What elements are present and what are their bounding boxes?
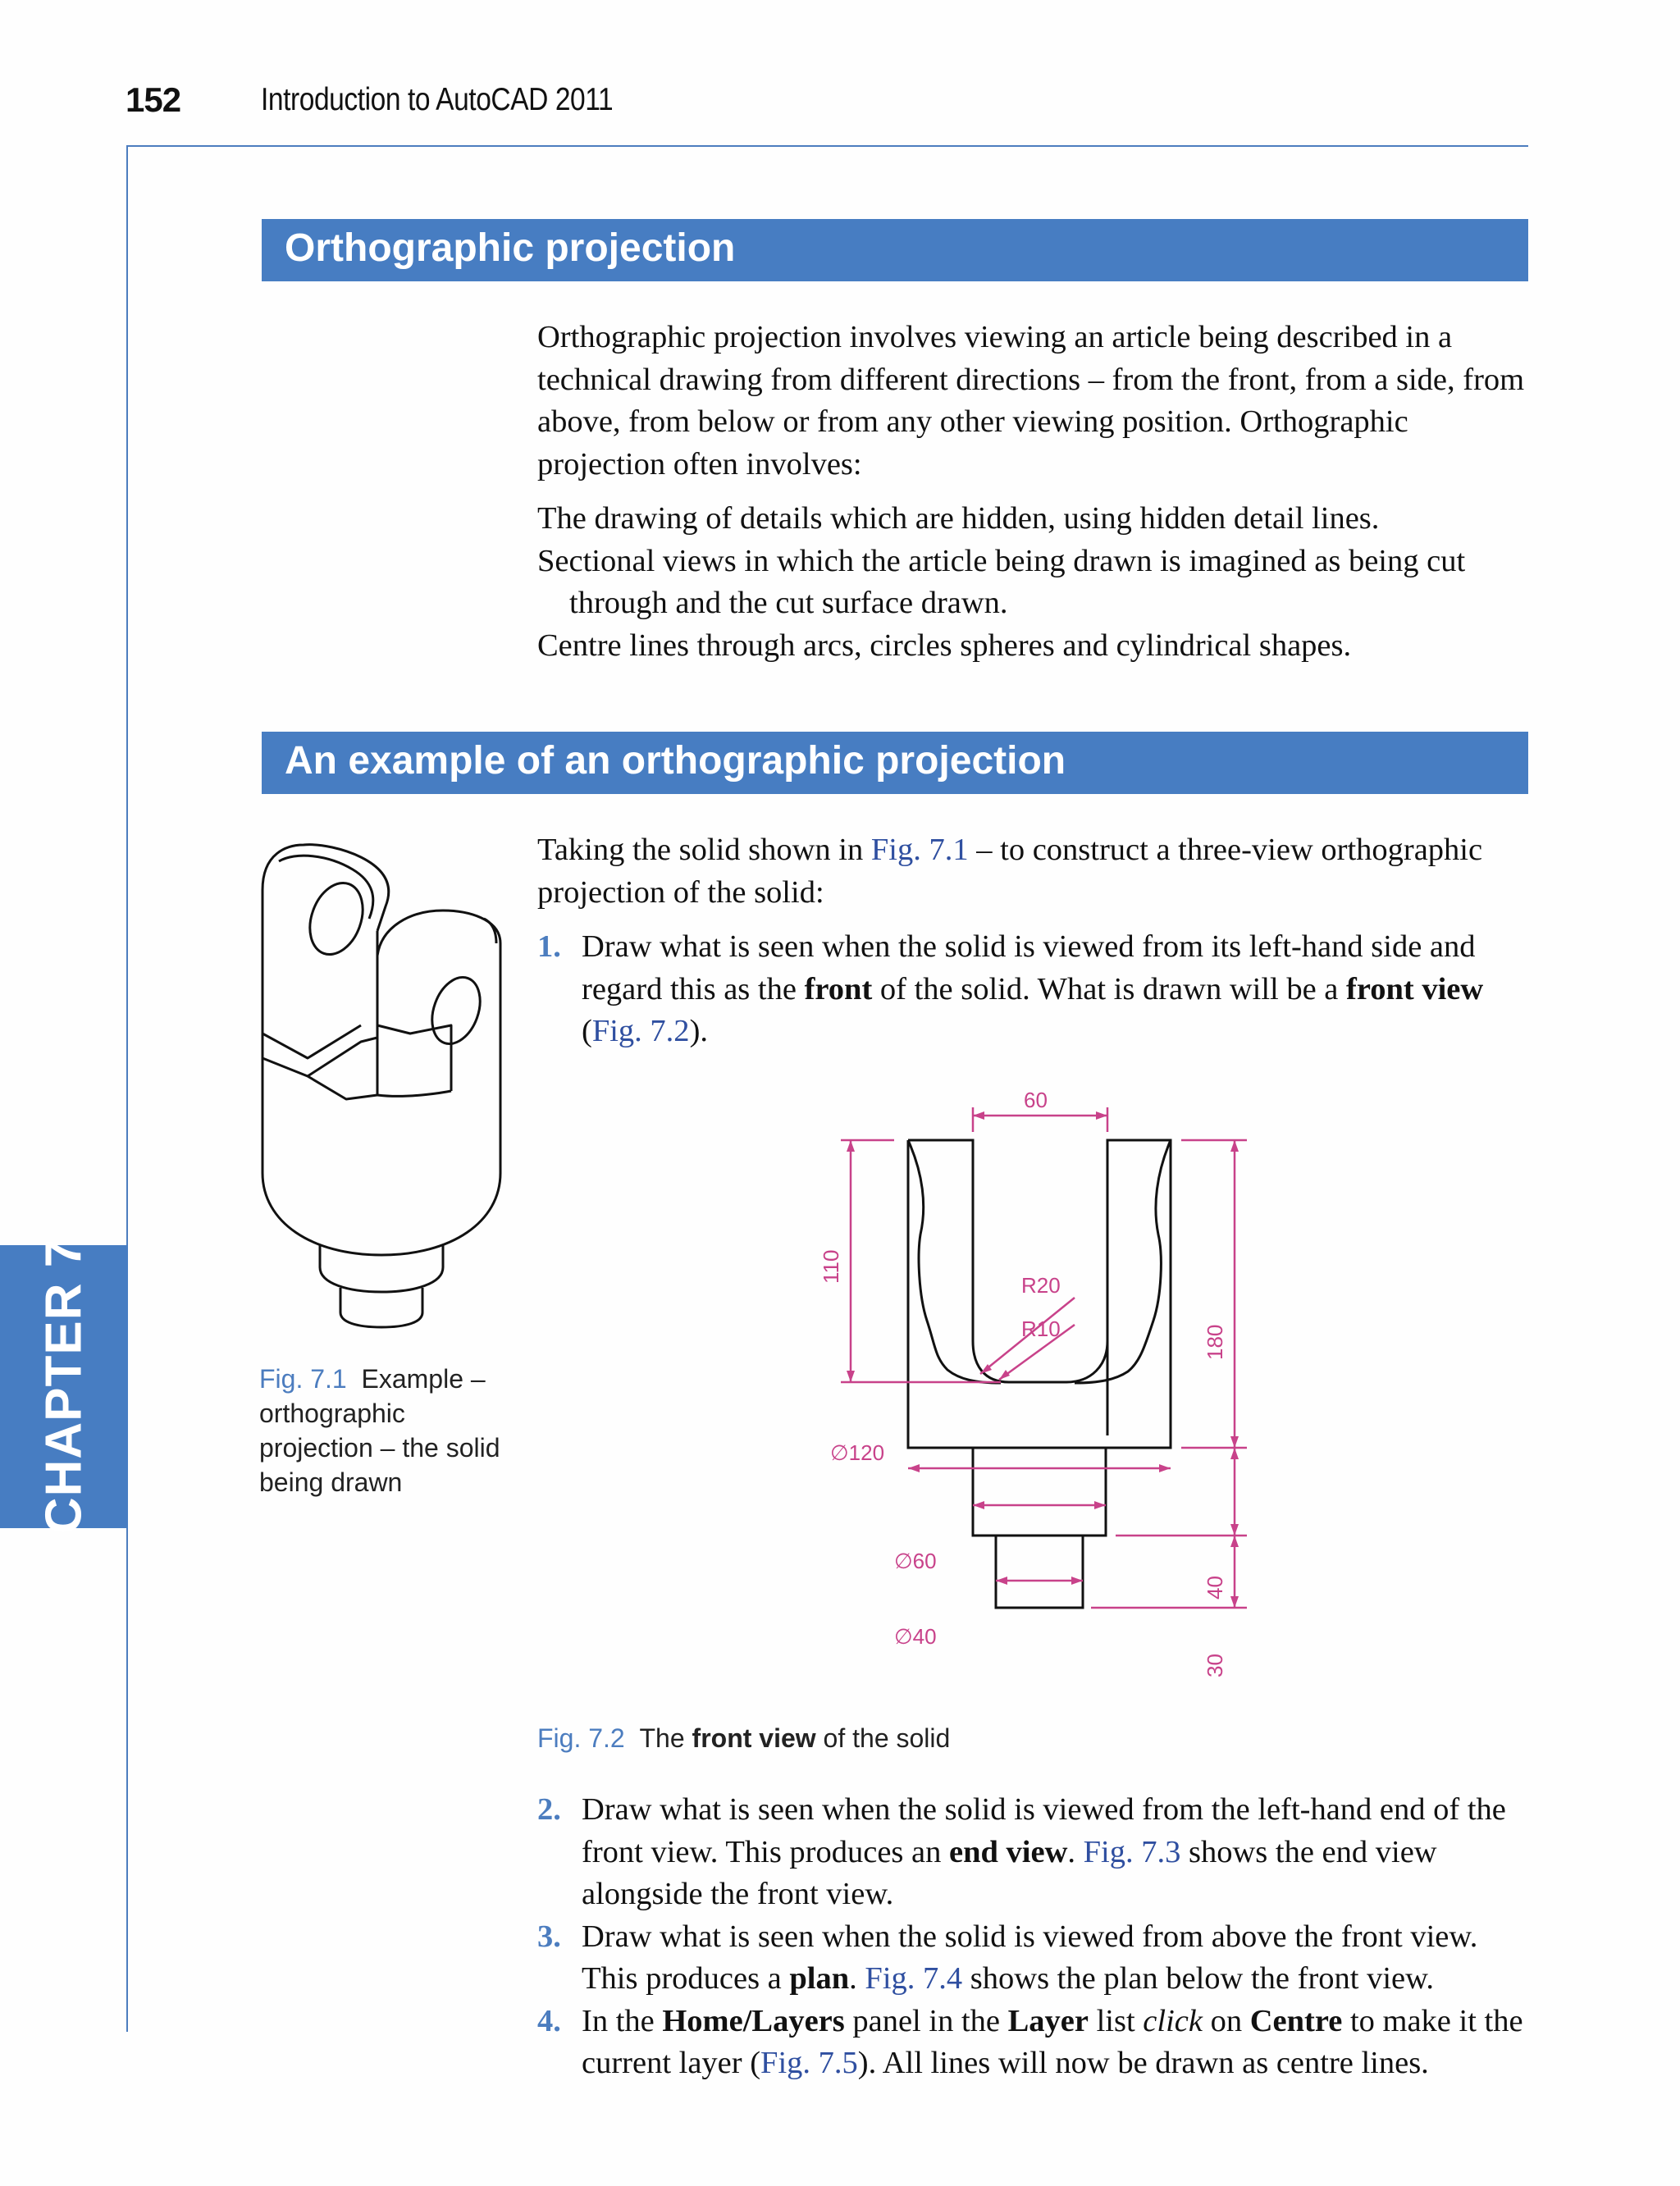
step-bold: Layer (1007, 2003, 1089, 2038)
step-text: shows the end view alongside the front view. (582, 1834, 1437, 1911)
dim-height-boss: 40 (1203, 1576, 1227, 1600)
step-text: list (1088, 2003, 1144, 2038)
step-text: Draw what is seen when the solid is viewed from its left-hand side and regard this as the (582, 929, 1476, 1006)
fig-7-4-link[interactable]: Fig. 7.4 (865, 1961, 963, 1996)
figure-caption-text: The (639, 1723, 692, 1753)
margin-rule (126, 145, 128, 2032)
step-text: . (849, 1961, 865, 1996)
dim-width-top: 60 (1024, 1088, 1048, 1112)
dim-radius-inner: R10 (1021, 1317, 1061, 1341)
step-3 (537, 1916, 1538, 2001)
fig-7-3-link[interactable]: Fig. 7.3 (1083, 1834, 1181, 1869)
fig-7-2-link[interactable]: Fig. 7.2 (591, 1014, 690, 1048)
dim-height-body: 180 (1203, 1324, 1227, 1360)
step-text: Draw what is seen when the solid is viewed from the left-hand end of the front view. This produces an (582, 1792, 1506, 1869)
figure-caption-text: of the solid (815, 1723, 951, 1753)
step-bold: end view (949, 1834, 1068, 1869)
section1-item-1: The drawing of details which are hidden, using hidden detail lines. (537, 501, 1380, 536)
step-text: to make it the current layer ( (582, 2003, 1523, 2080)
step-text: ). All lines will now be drawn as centre lines. (857, 2046, 1429, 2080)
chapter-tab-label: CHAPTER 7 (35, 1238, 93, 1535)
step-1 (537, 926, 1538, 1053)
step-text: ). (689, 1014, 709, 1048)
section1-intro: Orthographic projection involves viewing an article being described in a technical drawing from different directions – from the front, from a side, from above, from below or from any other viewing position. Orthographic projection often involves: (537, 320, 1525, 481)
figure-7-2-front-view-drawing (804, 1083, 1263, 1706)
section-heading-text: Orthographic projection (285, 226, 736, 270)
section-heading-text: An example of an orthographic projection (285, 739, 1066, 783)
steps-list-b (537, 1789, 1538, 2085)
step-2 (537, 1789, 1538, 1916)
header-rule (126, 145, 1528, 147)
step-bold: front view (1346, 971, 1484, 1006)
section2-intro (537, 829, 1534, 914)
dim-dia-spigot: ∅40 (894, 1624, 937, 1649)
step-text: ( (582, 1014, 592, 1048)
step-text: panel in the (844, 2003, 1008, 2038)
intro-text: Taking the solid shown in (537, 833, 871, 867)
fig-7-1-link[interactable]: Fig. 7.1 (870, 833, 969, 867)
step-bold: front (804, 971, 873, 1006)
figure-7-1-caption (259, 1362, 505, 1499)
section-heading-example (262, 732, 1528, 794)
step-bold: Centre (1249, 2003, 1343, 2038)
step-text: shows the plan below the front view. (962, 1961, 1435, 1996)
step-4 (537, 2001, 1538, 2085)
step-text: In the (582, 2003, 663, 2038)
step-number: 4. (537, 2003, 561, 2038)
dim-height-spigot: 30 (1203, 1654, 1227, 1677)
intro-text: – to construct a three-view orthographic projection of the solid: (537, 833, 1483, 910)
dim-dia-body: ∅120 (830, 1440, 885, 1465)
dim-height-slot: 110 (819, 1249, 843, 1284)
step-text: of the solid. What is drawn will be a (872, 971, 1347, 1006)
figure-label: Fig. 7.1 (259, 1364, 347, 1394)
dim-radius-outer: R20 (1021, 1273, 1061, 1298)
section1-item-2: Sectional views in which the article being drawn is imagined as being cut through and the cut surface drawn. (537, 543, 1466, 620)
chapter-tab (0, 1238, 128, 1535)
steps-list-a (537, 926, 1538, 1053)
step-number: 2. (537, 1792, 561, 1827)
page-number: 152 (126, 80, 181, 119)
section-heading-orthographic (262, 219, 1528, 281)
figure-7-2-caption (537, 1721, 950, 1755)
step-bold: Home/Layers (662, 2003, 845, 2038)
dim-dia-boss: ∅60 (894, 1549, 937, 1573)
figure-caption-bold: front view (692, 1723, 816, 1753)
step-text: . (1067, 1834, 1084, 1869)
figure-caption-text: Example – orthographic projection – the solid being drawn (259, 1364, 500, 1497)
fig-7-5-link[interactable]: Fig. 7.5 (760, 2046, 858, 2080)
figure-7-1-isometric-drawing (246, 828, 525, 1353)
step-number: 3. (537, 1919, 561, 1954)
step-text: on (1202, 2003, 1250, 2038)
section1-item-3: Centre lines through arcs, circles spheres and cylindrical shapes. (537, 628, 1352, 663)
running-title: Introduction to AutoCAD 2011 (261, 82, 614, 117)
step-italic: click (1143, 2003, 1203, 2038)
figure-label: Fig. 7.2 (537, 1723, 625, 1753)
step-number: 1. (537, 929, 561, 964)
section1-body (537, 317, 1534, 667)
step-bold: plan (789, 1961, 850, 1996)
step-text: Draw what is seen when the solid is viewed from above the front view. This produces a (582, 1919, 1478, 1996)
